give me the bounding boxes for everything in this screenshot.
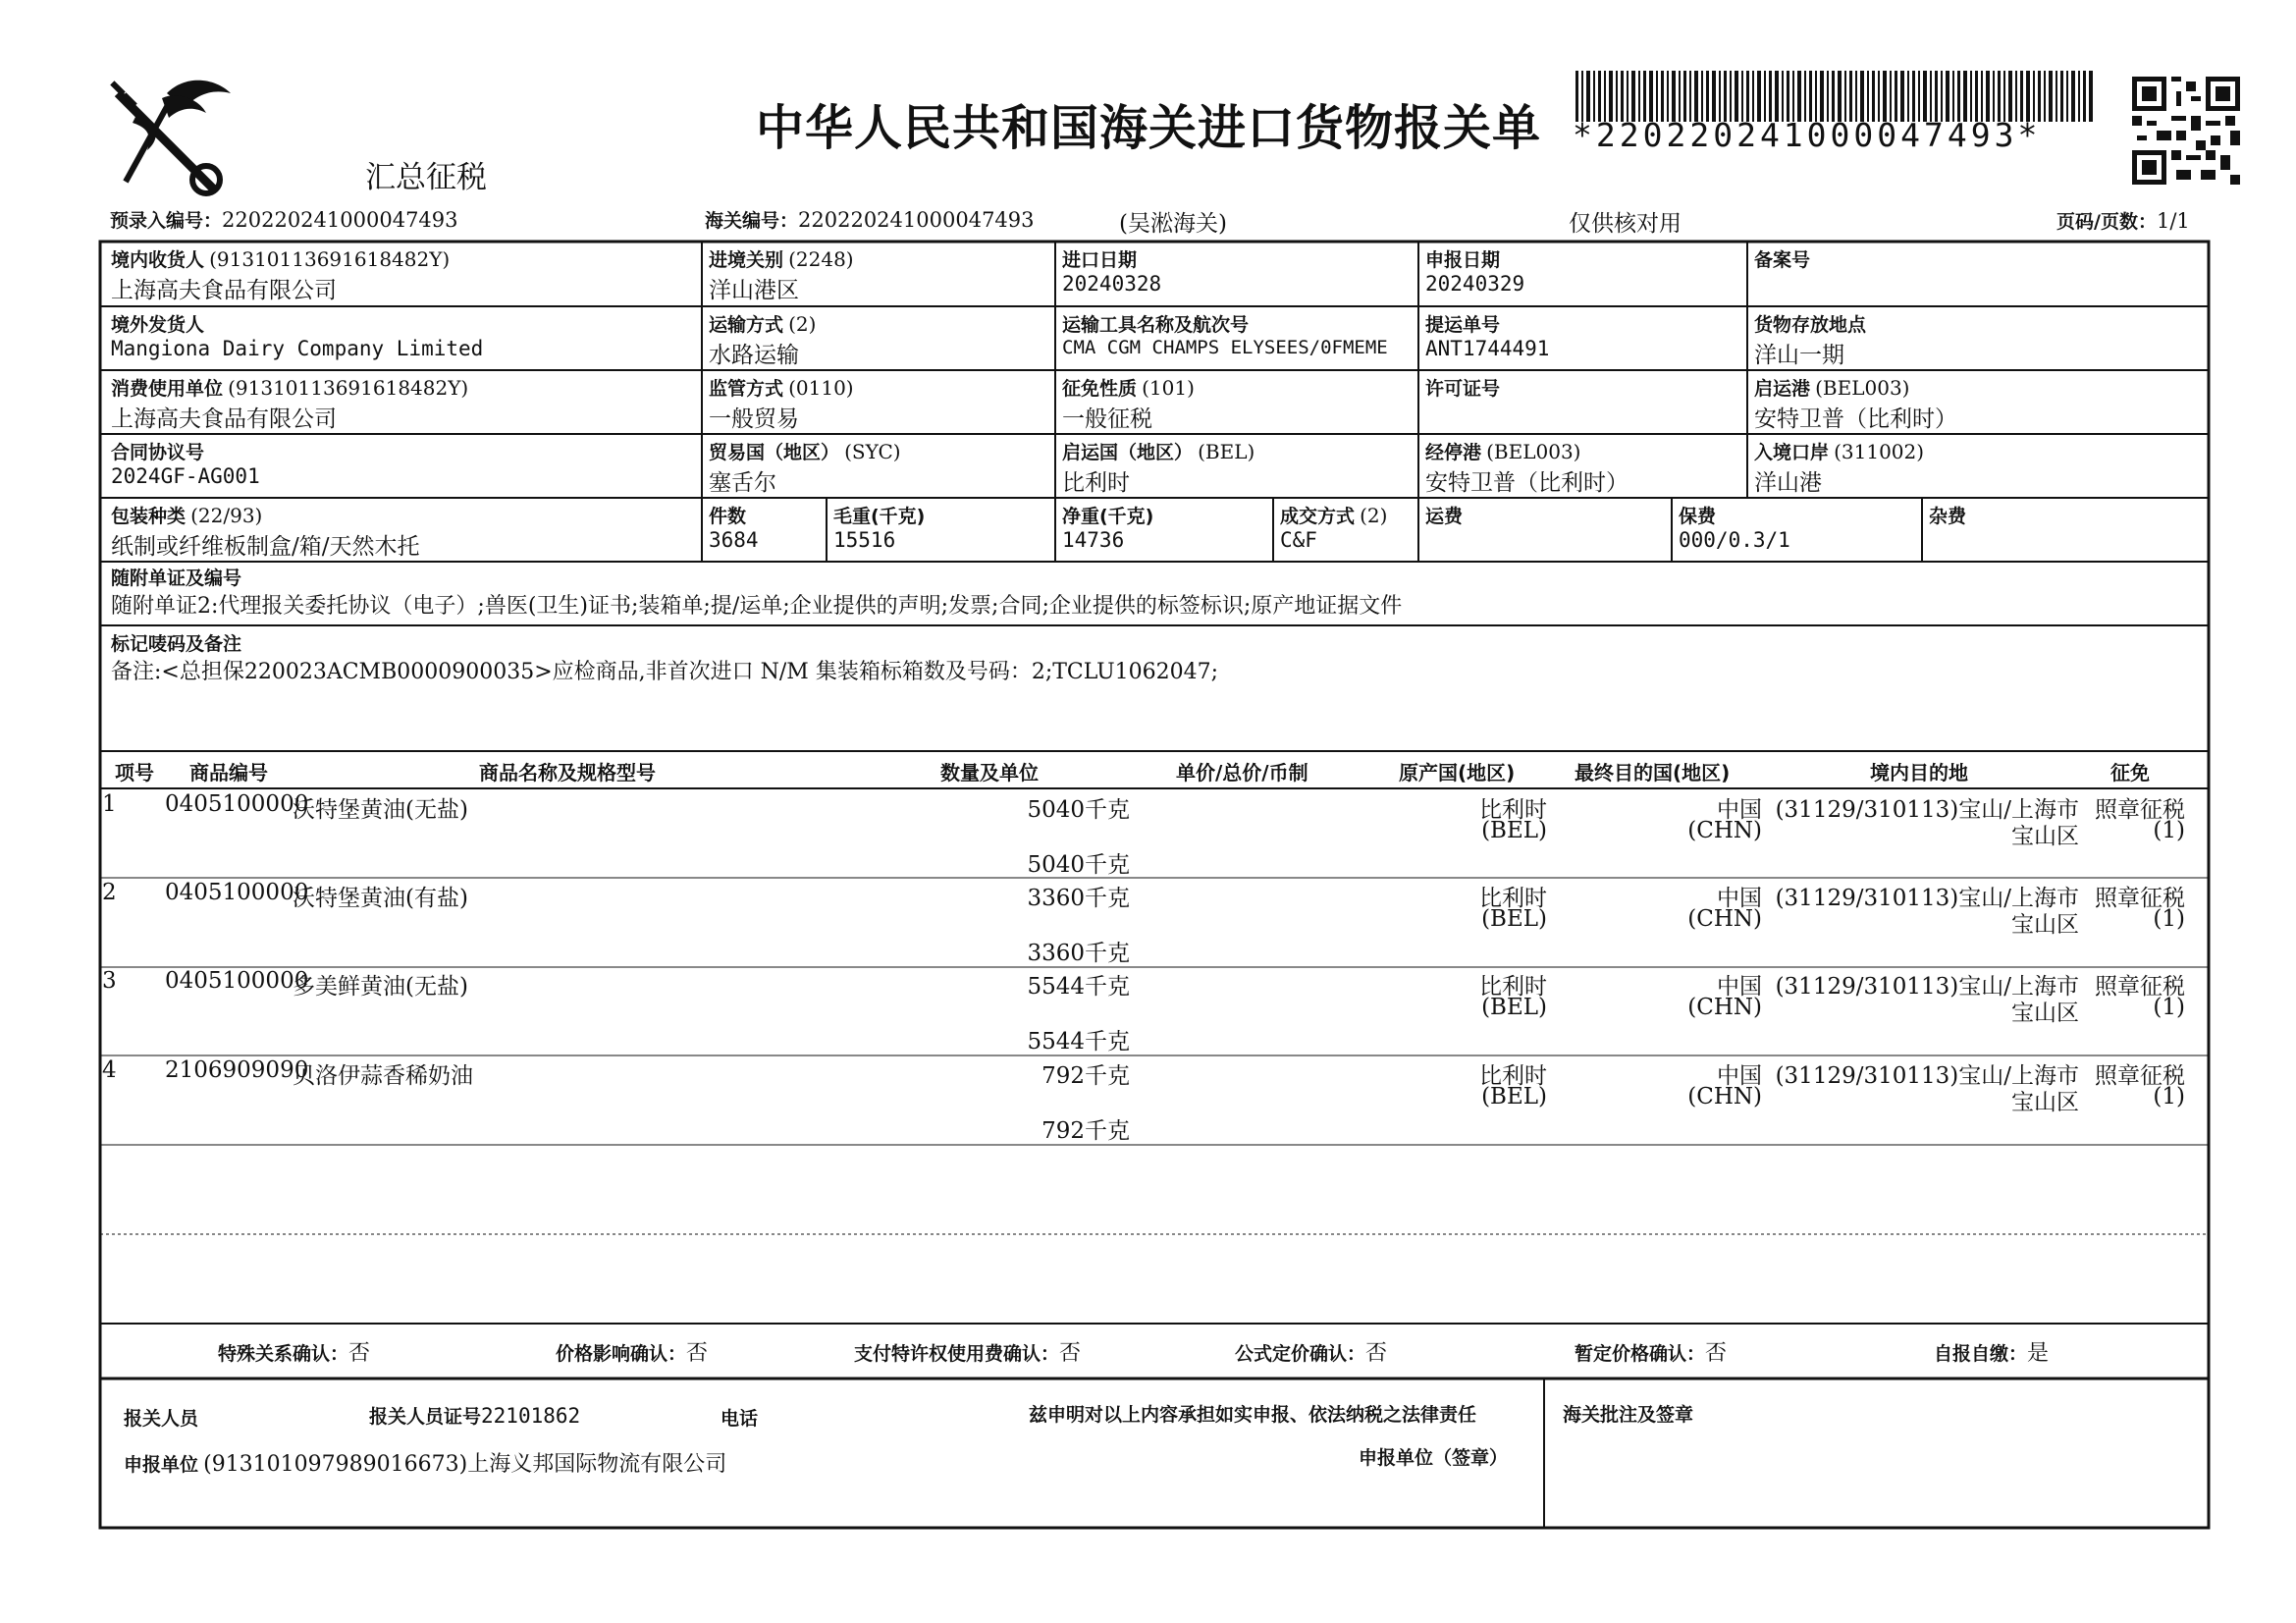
item-domestic-2: 宝山区 [2011,824,2079,849]
storage-label: 货物存放地点 [1754,314,1867,336]
item-levy-code: (1) [2153,1084,2185,1109]
item-domestic-2: 宝山区 [2011,1001,2079,1026]
item-qty: 5040千克 [1027,797,1130,823]
trade-country-code: (SYC) [844,440,901,463]
col-code: 商品编号 [189,761,268,784]
confirm-label: 自报自缴： [1934,1343,2028,1365]
origin-country-code: (BEL) [1198,440,1255,463]
statement: 兹申明对以上内容承担如实申报、依法纳税之法律责任 [1029,1404,1477,1426]
pre-entry-value: 220220241000047493 [222,208,458,232]
confirm-label: 暂定价格确认： [1575,1343,1706,1365]
deal-mode-value: C&F [1280,528,1317,552]
item-name: 多美鲜黄油(无盐) [293,974,468,1000]
trade-country-value: 塞舌尔 [709,470,776,496]
declarer-label: 报关人员 [124,1408,199,1430]
item-code: 2106909090 [165,1057,309,1083]
item-name: 沃特堡黄油(有盐) [293,886,468,911]
levy-code: (101) [1142,376,1195,400]
record-no-label: 备案号 [1754,249,1811,271]
contract-value: 2024GF-AG001 [111,464,260,488]
origin-country-value: 比利时 [1062,470,1130,496]
field-gross [833,502,925,552]
item-origin: 比利时 [1479,1063,1547,1089]
field-remarks [111,629,1218,689]
field-entry-port [709,245,854,304]
declare-unit-label: 申报单位 [124,1454,199,1476]
item-code: 0405100000 [165,791,309,817]
item-qty-total: 5544千克 [1027,1029,1130,1055]
customs-sign-label: 海关批注及签章 [1563,1404,1694,1426]
item-idx: 3 [102,968,117,994]
page-count-label: 页码/页数： [2056,211,2157,233]
insurance-label: 保费 [1679,506,1717,527]
deal-mode-code: (2) [1360,504,1388,527]
vessel-value: CMA CGM CHAMPS ELYSEES/0FMEME [1062,337,1388,358]
levy-label: 征免性质 [1062,378,1138,400]
customs-no-value: 220220241000047493 [798,208,1035,232]
transit-port-label: 经停港 [1425,442,1482,463]
field-license [1425,374,1500,401]
field-record-no [1754,245,1810,272]
pieces-value: 3684 [709,528,759,552]
shipper-value: Mangiona Dairy Company Limited [111,337,484,360]
field-insurance [1679,502,1790,552]
supervision-label: 监管方式 [709,378,784,400]
item-levy: 照章征税 [2095,886,2185,911]
consumer-label: 消费使用单位 [111,378,224,400]
item-levy-code: (1) [2153,818,2185,843]
col-qty: 数量及单位 [940,761,1039,784]
field-vessel [1062,310,1415,358]
item-dest: 中国 [1717,886,1762,911]
item-dest-code: (CHN) [1687,906,1762,932]
field-shipper [111,310,483,360]
item-origin-code: (BEL) [1481,1084,1547,1109]
field-transit-port [1425,438,1629,497]
confirm-price [556,1336,708,1367]
freight-label: 运费 [1425,506,1464,527]
confirm-value: 否 [1059,1341,1082,1366]
docs-label: 随附单证及编号 [111,568,242,589]
package-code: (22/93) [190,504,263,527]
item-levy: 照章征税 [2095,1063,2185,1089]
col-dest: 最终目的国(地区) [1575,761,1731,784]
transit-port-value: 安特卫普（比利时） [1425,470,1629,496]
field-departure-port [1754,374,1957,433]
confirm-label: 价格影响确认： [556,1343,687,1365]
confirm-royalty [854,1336,1081,1367]
declarer-id [369,1402,580,1429]
field-import-date [1062,245,1161,296]
departure-port-label: 启运港 [1754,378,1811,400]
declare-date-value: 20240329 [1425,272,1525,296]
col-levy: 征免 [2110,761,2150,784]
field-trade-country [709,438,901,497]
item-dest-code: (CHN) [1687,995,1762,1020]
item-name: 沃特堡黄油(无盐) [293,797,468,823]
confirm-self-pay [1934,1336,2049,1367]
item-code: 0405100000 [165,968,309,994]
departure-port-value: 安特卫普（比利时） [1754,406,1957,432]
item-levy: 照章征税 [2095,797,2185,823]
field-freight [1425,502,1463,528]
field-deal-mode [1280,502,1387,552]
transit-port-code: (BEL003) [1486,440,1581,463]
entry-point-label: 入境口岸 [1754,442,1830,463]
entry-point-value: 洋山港 [1754,470,1822,496]
item-levy-code: (1) [2153,995,2185,1020]
deal-mode-label: 成交方式 [1280,506,1356,527]
trade-country-label: 贸易国（地区） [709,442,840,463]
confirm-label: 支付特许权使用费确认： [854,1343,1060,1365]
confirm-value: 否 [686,1341,709,1366]
customs-no-label: 海关编号： [705,210,799,232]
net-value: 14736 [1062,528,1125,552]
confirm-value: 否 [1365,1341,1388,1366]
item-qty-total: 3360千克 [1027,941,1130,966]
consignee-value: 上海高夫食品有限公司 [111,278,337,303]
package-value: 纸制或纤维板制盒/箱/天然木托 [111,534,420,560]
remarks-value: 备注:<总担保220023ACMB0000900035>应检商品,非首次进口 N/M 集装箱标箱数及号码：2;TCLU1062047; [111,660,1219,684]
item-origin-code: (BEL) [1481,906,1547,932]
item-dest-code: (CHN) [1687,1084,1762,1109]
item-qty-total: 792千克 [1041,1118,1130,1144]
item-domestic-2: 宝山区 [2011,912,2079,938]
entry-port-code: (2248) [788,247,854,271]
col-idx: 项号 [115,761,154,784]
item-dest: 中国 [1717,1063,1762,1089]
license-label: 许可证号 [1425,378,1501,400]
insurance-value: 000/0.3/1 [1679,528,1790,552]
field-declare-date [1425,245,1524,296]
item-origin: 比利时 [1479,886,1547,911]
field-misc [1929,502,1966,528]
origin-country-label: 启运国（地区） [1062,442,1194,463]
item-origin: 比利时 [1479,797,1547,823]
col-domestic: 境内目的地 [1870,761,1968,784]
item-domestic: (31129/310113)宝山/上海市 [1775,886,2079,911]
pieces-label: 件数 [709,506,747,527]
item-domestic: (31129/310113)宝山/上海市 [1775,797,2079,823]
field-consumer [111,374,468,433]
levy-value: 一般征税 [1062,406,1152,432]
item-domestic-2: 宝山区 [2011,1090,2079,1115]
package-label: 包装种类 [111,506,187,527]
entry-port-value: 洋山港区 [709,278,799,303]
docs-value: 随附单证2:代理报关委托协议（电子）;兽医(卫生)证书;装箱单;提/运单;企业提供的声明;发票;合同;企业提供的标签标识;原产地证据文件 [111,594,1403,619]
item-origin-code: (BEL) [1481,995,1547,1020]
misc-label: 杂费 [1929,506,1967,527]
confirm-value: 否 [1705,1341,1728,1366]
page-count-value: 1/1 [2156,209,2190,233]
item-idx: 1 [102,791,117,817]
confirm-special [218,1336,370,1367]
remarks-label: 标记唛码及备注 [111,633,242,655]
col-price: 单价/总价/币制 [1176,761,1308,784]
tax-mode: 汇总征税 [365,160,487,195]
field-consignee [111,245,450,304]
departure-port-code: (BEL003) [1815,376,1910,400]
entry-point-code: (311002) [1834,440,1925,463]
item-origin-code: (BEL) [1481,818,1547,843]
storage-value: 洋山一期 [1754,343,1844,368]
consignee-label: 境内收货人 [111,249,205,271]
item-qty-total: 5040千克 [1027,852,1130,878]
item-levy: 照章征税 [2095,974,2185,1000]
bl-no-label: 提运单号 [1425,314,1501,336]
confirm-provisional [1575,1336,1727,1367]
declare-unit [124,1447,726,1478]
transport-mode-value: 水路运输 [709,343,799,368]
consumer-code: (91310113691618482Y) [228,376,469,400]
confirm-formula [1235,1336,1387,1367]
col-origin: 原产国(地区) [1399,761,1516,784]
consumer-value: 上海高夫食品有限公司 [111,406,337,432]
bl-no-value: ANT1744491 [1425,337,1550,360]
field-levy [1062,374,1195,433]
gross-label: 毛重(千克) [833,506,926,527]
declare-date-label: 申报日期 [1425,249,1501,271]
check-only: 仅供核对用 [1569,211,1682,237]
consignee-code: (91310113691618482Y) [209,247,451,271]
field-contract [111,438,260,488]
item-idx: 2 [102,880,117,905]
field-transport-mode [709,310,816,369]
item-qty: 3360千克 [1027,886,1130,911]
shipper-label: 境外发货人 [111,314,205,336]
item-origin: 比利时 [1479,974,1547,1000]
field-bl-no [1425,310,1549,360]
field-docs [111,564,1402,623]
item-qty: 5544千克 [1027,974,1130,1000]
entry-port-label: 进境关别 [709,249,784,271]
declare-unit-value: (913101097989016673)上海义邦国际物流有限公司 [203,1452,727,1477]
confirm-value: 否 [348,1341,371,1366]
transport-mode-code: (2) [788,312,817,336]
item-dest: 中国 [1717,974,1762,1000]
field-package [111,502,420,561]
field-supervision [709,374,854,433]
phone-label: 电话 [721,1408,759,1430]
net-label: 净重(千克) [1062,506,1154,527]
item-qty: 792千克 [1041,1063,1130,1089]
customs-office: (吴淞海关) [1119,211,1227,237]
item-name: 贝洛伊蒜香稀奶油 [293,1063,473,1089]
contract-label: 合同协议号 [111,442,205,463]
item-idx: 4 [102,1057,117,1083]
field-net [1062,502,1153,552]
declarer-id-value: 22101862 [481,1404,581,1428]
vessel-label: 运输工具名称及航次号 [1062,314,1250,336]
import-date-value: 20240328 [1062,272,1162,296]
field-origin-country [1062,438,1255,497]
item-dest: 中国 [1717,797,1762,823]
field-storage [1754,310,1866,369]
seal-label: 申报单位（签章） [1359,1447,1509,1469]
item-domestic: (31129/310113)宝山/上海市 [1775,1063,2079,1089]
declarer-id-label: 报关人员证号 [369,1406,482,1428]
field-entry-point [1754,438,1924,497]
supervision-value: 一般贸易 [709,406,799,432]
barcode-text: *220220241000047493* [1573,116,2042,154]
item-domestic: (31129/310113)宝山/上海市 [1775,974,2079,1000]
confirm-label: 特殊关系确认： [218,1343,349,1365]
supervision-code: (0110) [788,376,854,400]
item-levy-code: (1) [2153,906,2185,932]
item-dest-code: (CHN) [1687,818,1762,843]
col-name: 商品名称及规格型号 [479,761,656,784]
import-date-label: 进口日期 [1062,249,1138,271]
page-title: 中华人民共和国海关进口货物报关单 [756,100,1542,156]
confirm-value: 是 [2027,1341,2050,1366]
pre-entry-label: 预录入编号： [110,210,223,232]
field-pieces [709,502,759,552]
transport-mode-label: 运输方式 [709,314,784,336]
item-code: 0405100000 [165,880,309,905]
confirm-label: 公式定价确认： [1235,1343,1366,1365]
gross-value: 15516 [833,528,896,552]
